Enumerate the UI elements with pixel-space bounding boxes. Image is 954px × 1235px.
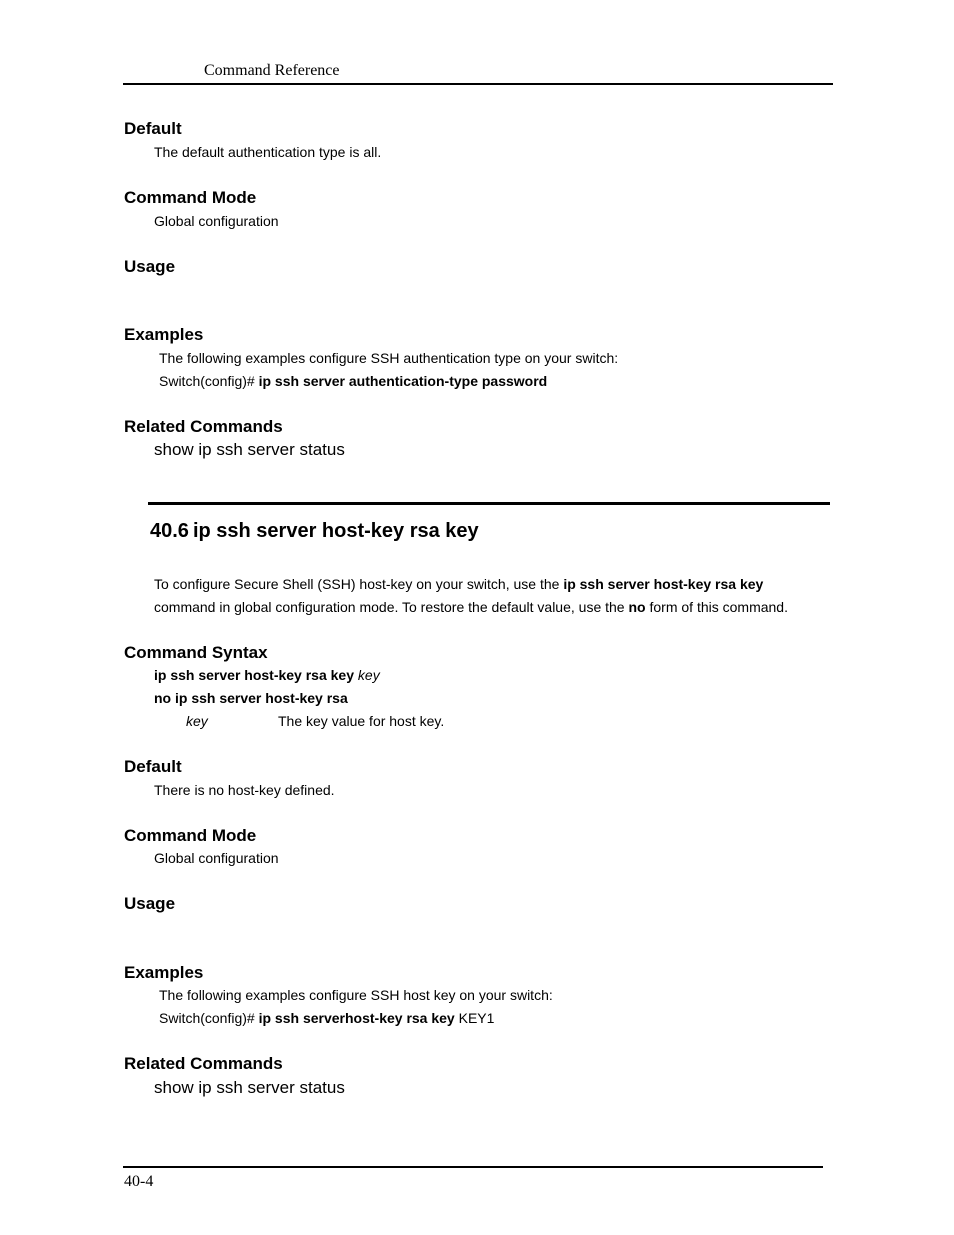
syntax-argument: key bbox=[357, 667, 380, 683]
intro-text: form of this command. bbox=[645, 599, 788, 615]
syntax-command: ip ssh server host-key rsa key bbox=[154, 667, 358, 683]
related-command-text: show ip ssh server status bbox=[154, 440, 345, 459]
param-name bbox=[186, 713, 208, 729]
section-title-text: ip ssh server host-key rsa key bbox=[192, 520, 479, 542]
related-commands-heading-2: Related Commands bbox=[124, 1054, 283, 1073]
example-argument: KEY1 bbox=[454, 1010, 495, 1026]
example-prompt: Switch(config)# bbox=[159, 1010, 259, 1026]
intro-line-2 bbox=[154, 599, 788, 615]
syntax-line-2 bbox=[154, 690, 348, 706]
intro-no-keyword: no bbox=[628, 599, 646, 615]
related-command-text-2: show ip ssh server status bbox=[154, 1078, 345, 1097]
syntax-no-command: no ip ssh server host-key rsa bbox=[154, 690, 348, 706]
command-mode-text-2: Global configuration bbox=[154, 850, 279, 866]
command-syntax-heading: Command Syntax bbox=[124, 643, 268, 662]
command-mode-heading: Command Mode bbox=[124, 188, 257, 207]
running-header: Command Reference bbox=[204, 62, 340, 79]
example-prompt: Switch(config)# bbox=[159, 373, 259, 389]
examples-intro: The following examples configure SSH authentication type on your switch: bbox=[159, 350, 619, 366]
default-text: The default authentication type is all. bbox=[154, 144, 382, 160]
intro-text: command in global configuration mode. To restore the default value, use the bbox=[154, 599, 629, 615]
default-heading: Default bbox=[124, 119, 182, 138]
example-command: ip ssh serverhost-key rsa key bbox=[258, 1010, 455, 1026]
default-heading-2: Default bbox=[124, 757, 182, 776]
command-mode-text: Global configuration bbox=[154, 213, 279, 229]
examples-heading: Examples bbox=[124, 325, 204, 344]
examples-heading-2: Examples bbox=[124, 963, 204, 982]
section-rule bbox=[148, 502, 830, 505]
param-name-text: key bbox=[186, 713, 208, 729]
example-command-line bbox=[159, 373, 547, 389]
page-number: 40-4 bbox=[124, 1173, 154, 1190]
footer-rule bbox=[123, 1166, 823, 1168]
section-number: 40.6 bbox=[150, 520, 189, 542]
header-rule bbox=[123, 83, 833, 85]
usage-heading: Usage bbox=[124, 257, 176, 276]
default-text-2: There is no host-key defined. bbox=[154, 782, 335, 798]
example-command-line-2 bbox=[159, 1010, 494, 1026]
section-title bbox=[150, 520, 479, 543]
param-description: The key value for host key. bbox=[278, 713, 445, 729]
intro-command: ip ssh server host-key rsa key bbox=[563, 576, 764, 592]
examples-intro-2: The following examples configure SSH host key on your switch: bbox=[159, 987, 553, 1003]
usage-heading-2: Usage bbox=[124, 894, 176, 913]
intro-line-1 bbox=[154, 576, 763, 592]
intro-text: To configure Secure Shell (SSH) host-key on your switch, use the bbox=[154, 576, 564, 592]
example-command: ip ssh server authentication-type password bbox=[258, 373, 548, 389]
syntax-line-1 bbox=[154, 667, 380, 683]
command-mode-heading-2: Command Mode bbox=[124, 826, 257, 845]
related-commands-heading: Related Commands bbox=[124, 417, 283, 436]
